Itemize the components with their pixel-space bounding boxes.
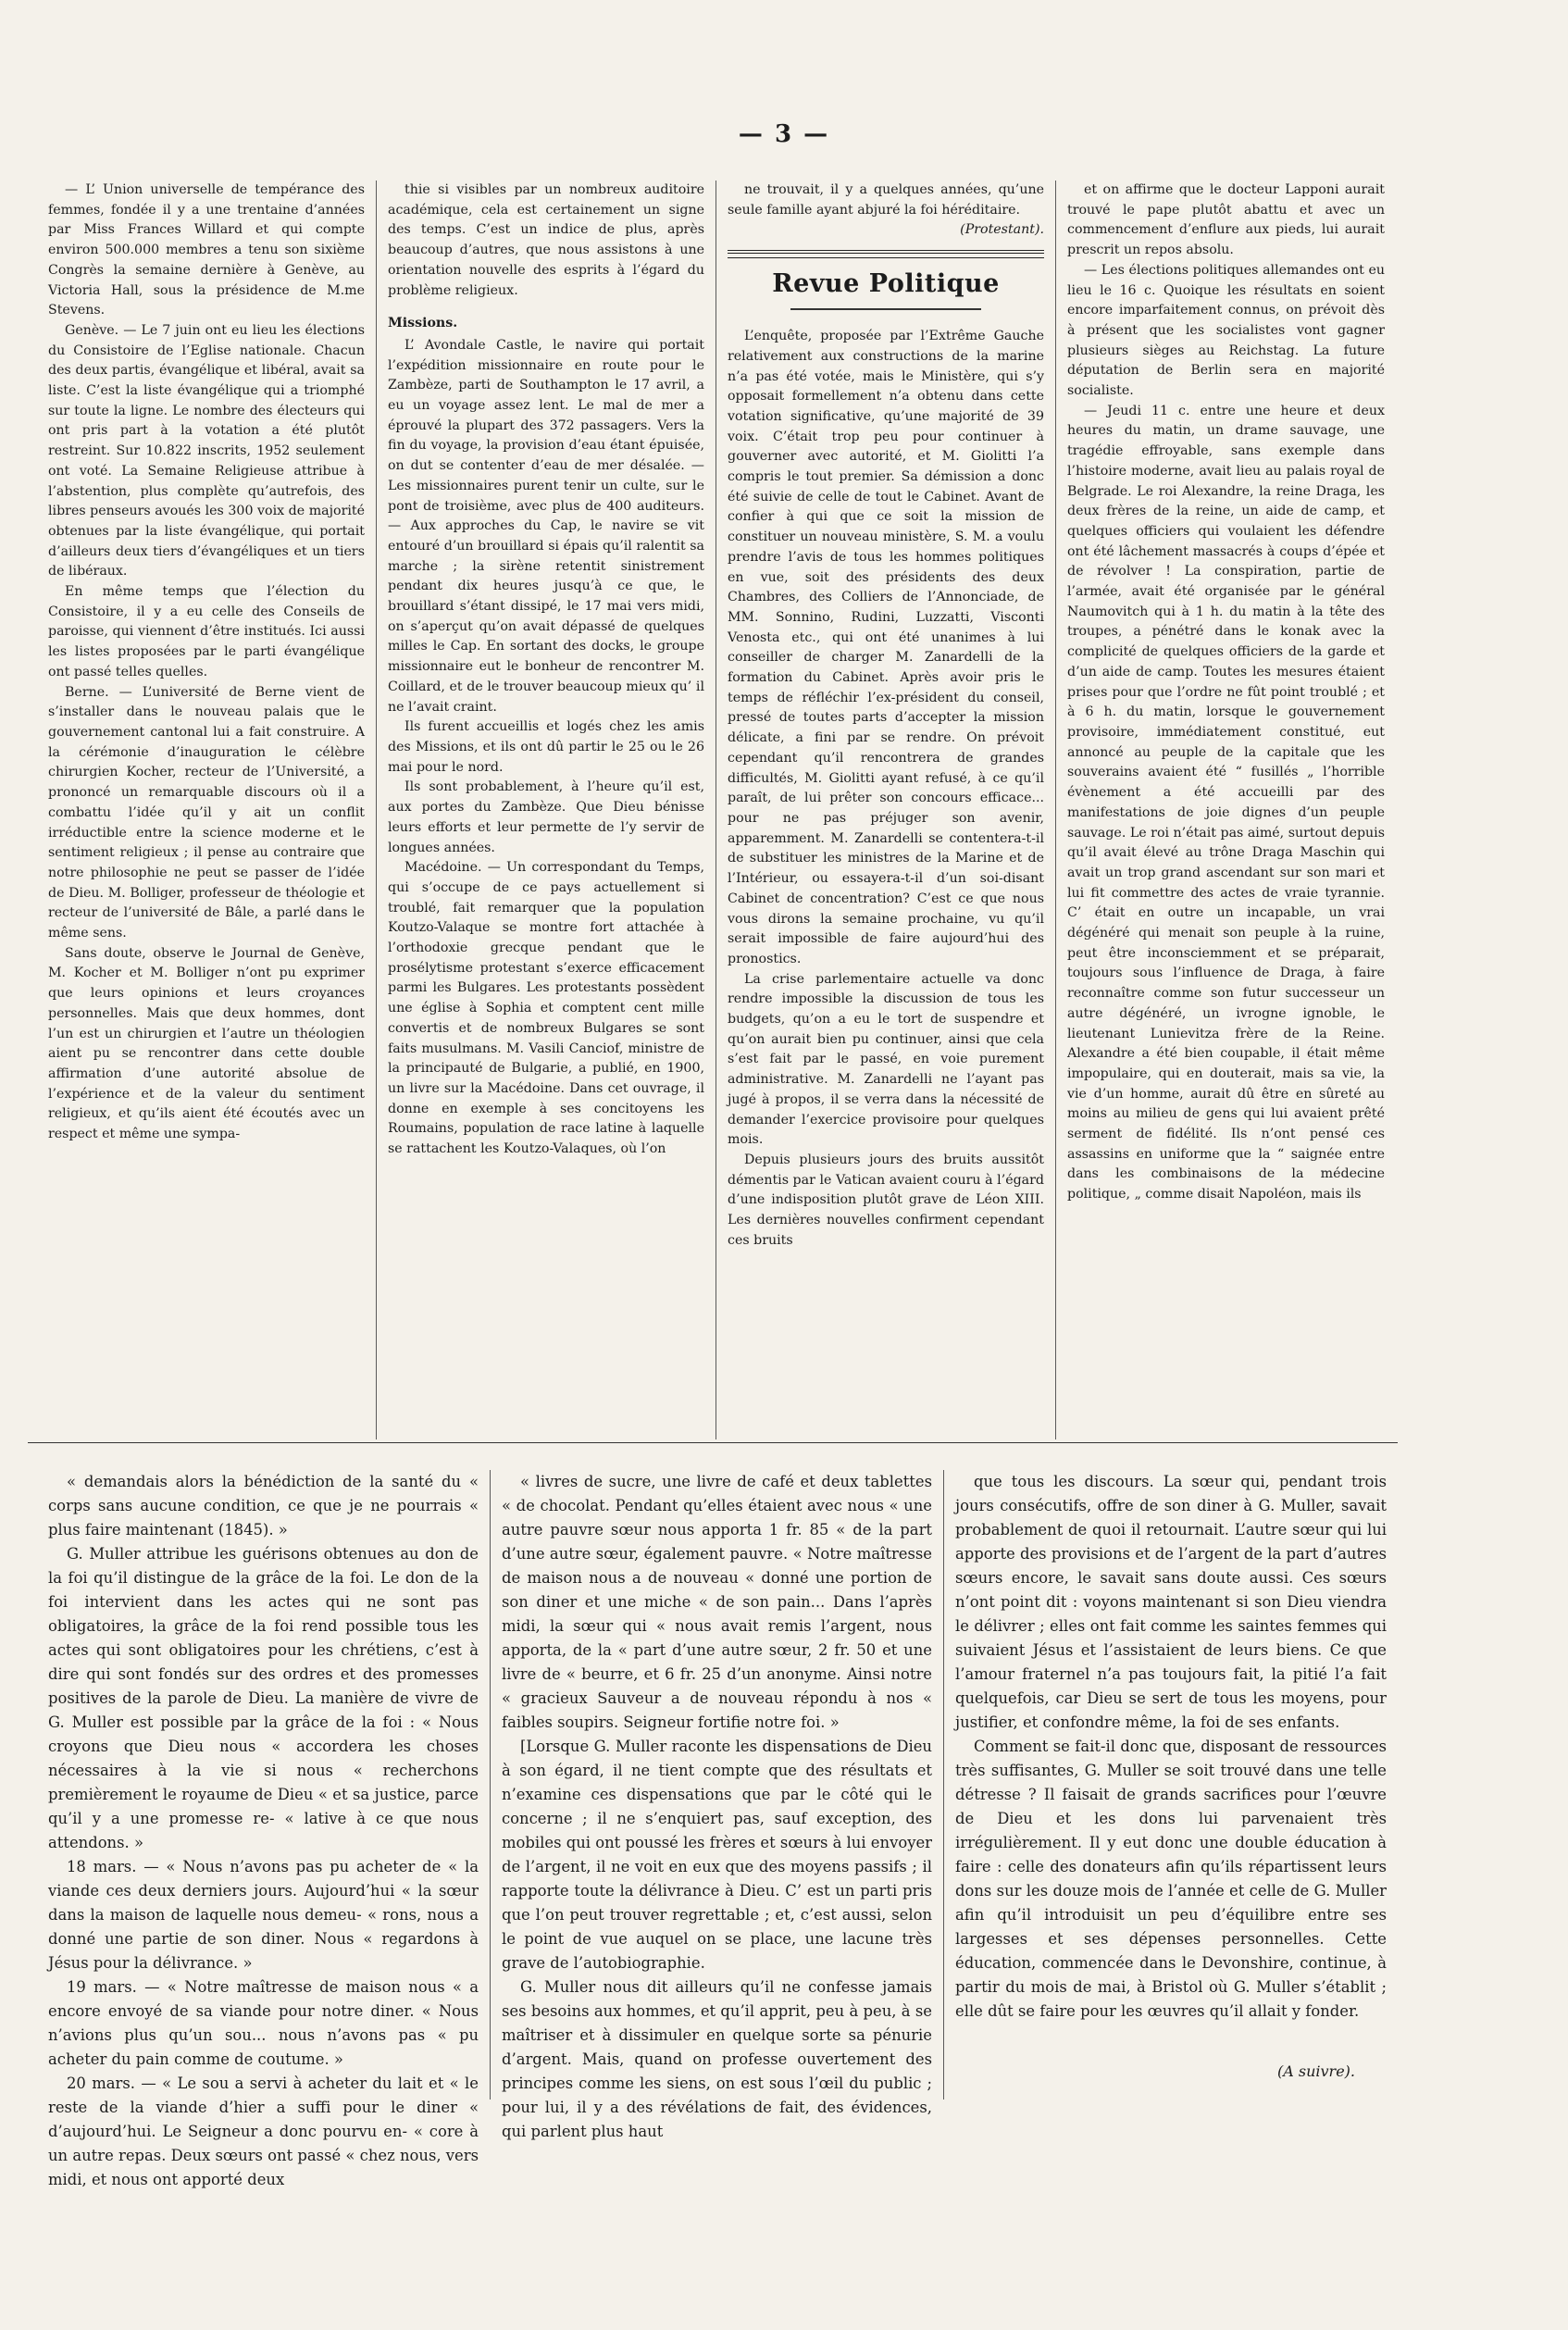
paragraph: — Les élections politiques allemandes ont eu lieu le 16 c. Quoique les résultats en soient encore imparfaitement connus, on prévoit dès à présent que les socialistes vont gagner plusieurs sièges au Reichstag. La future députation de Berlin sera en majorité socialiste.	[1067, 262, 1385, 399]
paragraph: Genève. — Le 7 juin ont eu lieu les élections du Consistoire de l’Eglise nationale. Chacun des deux partis, évangélique et libéral, avait sa liste. C’est la liste évangélique qui a triomphé sur toute la ligne. Le nombre des électeurs qui ont pris part à la votation a été plutôt restreint. Sur 10.822 inscrits, 1952 seulement ont voté. La Semaine Religieuse attribue à l’abstention, plus complète qu’autrefois, des libres penseurs avoués les 300 voix de majorité obtenues par la liste évangélique, qui portait d’ailleurs deux tiers d’évangéliques et un tiers de libéraux.	[48, 322, 365, 579]
paragraph: Macédoine. — Un correspondant du Temps, qui s’occupe de ce pays actuellement si troublé, fait remarquer que la population Koutzo-Valaque se montre fort attachée à l’orthodoxie grecque pendant que le prosélytisme protestant s’exerce efficacement parmi les Bulgares. Les protestants possèdent une église à Sophia et comptent cent mille convertis et de nombreux Bulgares se sont faits musulmans. M. Vasili Canciof, ministre de la principauté de Bulgarie, a publié, en 1900, un livre sur la Macédoine. Dans cet ouvrage, il donne en exemple à ses concitoyens les Roumains, population de race latine à laquelle se rattachent les Koutzo-Valaques, où l’on	[388, 860, 704, 1157]
paragraph: — L’ Union universelle de tempérance des femmes, fondée il y a une trentaine d’années par Miss Frances Willard et qui compte environ 500.000 membres a tenu son sixième Congrès la semaine dernière à Genève, au Victoria Hall, sous la présidence de M.me Stevens.	[48, 182, 365, 318]
paragraph: — Jeudi 11 c. entre une heure et deux heures du matin, un drame sauvage, une tragédie effroyable, sans exemple dans l’histoire moderne, avait lieu au palais royal de Belgrade. Le roi Alexandre, la reine Draga, les deux frères de la reine, un aide de camp, et quelques officiers qui voulaient les défendre ont été lâchement massacrés à coups d’épée et de révolver ! La conspiration, partie de l’armée, avait été organisée par le général Naumovitch qui à 1 h. du matin à la tête des troupes, a pénétré dans le konak avec la complicité de quelques officiers de la garde et d’un aide de camp. Toutes les mesures étaient prises pour que l’ordre ne fût point troublé ; et à 6 h. du matin, lorsque le gouvernement provisoire, immédiatement constitué, eut annoncé au peuple de la capitale que les souverains avaient été “ fusillés „ l’horrible évènement a été accueilli par des manifestations de joie dignes d’un peuple sauvage. Le roi n’était pas aimé, surtout depuis qu’il avait élevé au trône Draga Maschin qui avait un trop grand ascendant sur son mari et lui fit commettre des actes de vraie tyrannie. C’ était en outre un incapable, un vrai dégénéré qui menait son peuple à la ruine, peut être inconsciemment et se préparait, toujours sous l’influence de Draga, à faire reconnaître comme son futur successeur un autre dégénéré, un ivrogne ignoble, le lieutenant Lunievitza frère de la Reine. Alexandre a été bien coupable, il était même impopulaire, qui en douterait, mais sa vie, la vie d’un homme, aurait dû être en sûreté au moins au milieu de gens qui lui avaient prêté serment de fidélité. Ils n’ont pensé ces assassins en uniforme que la “ saignée entre dans les combinaisons de la médecine politique, „ comme disait Napoléon, mais ils	[1067, 403, 1386, 1202]
paragraph: G. Muller nous dit ailleurs qu’il ne confesse jamais ses besoins aux hommes, et qu’il apprit, peu à peu, à se maîtriser et à dissimuler en quelque sorte sa pénurie d’argent. Mais, quand on professe ouvertement des principes comme les siens, on est sous l’œil du public ; pour lui, il y a des révélations de fait, des évidences, qui parlent plus haut	[502, 1978, 932, 2140]
section-rule	[728, 250, 1044, 258]
lower-column-2	[491, 1470, 944, 2140]
paragraph: La crise parlementaire actuelle va donc rendre impossible la discussion de tous les budgets, qu’on a eu le tort de suspendre et qu’on aurait bien pu continuer, ainsi que cela s’est fait par le passé, en voie purement administrative. M. Zanardelli ne l’ayant pas jugé à propos, il se verra dans la nécessité de demander l’exercice provisoire pour quelques mois.	[728, 971, 1044, 1148]
paragraph: Ils sont probablement, à l’heure qu’il est, aux portes du Zambèze. Que Dieu bénisse leurs efforts et leur permette de l’y servir de longues années.	[388, 779, 704, 855]
upper-column-2	[377, 181, 716, 1439]
paragraph: L’ Avondale Castle, le navire qui portait l’expédition missionnaire en route pour le Zambèze, parti de Southampton le 17 avril, a eu un voyage assez lent. Le mal de mer a éprouvé la plupart des 372 passagers. Vers la fin du voyage, la provision d’eau étant épuisée, on dut se contenter d’eau de mer désalée. — Les missionnaires purent tenir un culte, sur le pont de troisième, avec plus de 400 auditeurs. — Aux approches du Cap, le navire se vit entouré d’un brouillard si épais qu’il ralentit sa marche ; la sirène retentit sinistrement pendant dix heures jusqu’à ce que, le brouillard s’étant dissipé, le 17 mai vers midi, on s’aperçut qu’on avait dépassé de quelques milles le Cap. En sortant des docks, le groupe missionnaire eut le bonheur de rencontrer M. Coillard, et de le trouver beaucoup mieux qu’ il ne l’avait craint.	[388, 337, 704, 715]
paragraph: Berne. — L’université de Berne vient de s’installer dans le nouveau palais que le gouvernement cantonal lui a fait construire. A la cérémonie d’inauguration le célèbre chirurgien Kocher, recteur de l’Université, a prononcé un remarquable discours où il a combattu l’idée qu’il y ait un conflit irréductible entre la science moderne et le sentiment religieux ; il pense au contraire que notre philosophie ne peut se passer de l’idée de Dieu. M. Bolliger, professeur de théologie et recteur de l’université de Bâle, a parlé dans le même sens.	[48, 684, 365, 941]
lower-column-1	[37, 1470, 491, 2188]
lower-columns	[37, 1470, 1398, 2188]
to-be-continued: (A suivre).	[1277, 2062, 1355, 2080]
paragraph: ne trouvait, il y a quelques années, qu’une seule famille ayant abjuré la foi héréditaire.	[728, 182, 1044, 218]
title-underline	[790, 308, 980, 310]
paragraph: Comment se fait-il donc que, disposant de ressources très suffisantes, G. Muller se soit trouvé dans une telle détresse ? Il faisait de grands sacrifices pour l’œuvre de Dieu et les dons lui parvenaient très irrégulièrement. Il y eut donc une double éducation à faire : celle des donateurs afin qu’ils répartissent leurs dons sur les douze mois de l’année et celle de G. Muller afin qu’il introduisit un peu d’équilibre entre ses largesses et ses dépenses personnelles. Cette éducation, commencée dans le Devonshire, continue, à partir du mois de mai, à Bristol où G. Muller s’établit ; elle dût se faire pour les œuvres qu’il allait y fonder.	[955, 1738, 1387, 2020]
paragraph: 19 mars. — « Notre maîtresse de maison nous « a encore envoyé de sa viande pour notre diner. « Nous n’avions plus qu’un sou... nous n’avons pas « pu acheter du pain comme de coutume. »	[48, 1978, 479, 2068]
source-signature: (Protestant).	[960, 222, 1044, 238]
paragraph: 20 mars. — « Le sou a servi à acheter du lait et « le reste de la viande d’hier a suffi pour le diner « d’aujourd’hui. Le Seigneur a donc pourvu en- « core à un autre repas. Deux sœurs ont passé « chez nous, vers midi, et nous ont apporté deux	[48, 2075, 479, 2188]
paragraph: et on affirme que le docteur Lapponi aurait trouvé le pape plutôt abattu et avec un commencement d’enflure aux pieds, lui aurait prescrit un repos absolu.	[1067, 182, 1385, 258]
paragraph: 18 mars. — « Nous n’avons pas pu acheter de « la viande ces deux derniers jours. Aujourd’hui « la sœur dans la maison de laquelle nous demeu- « rons, nous a donné une partie de son diner. Nous « regardons à Jésus pour la délivrance. »	[48, 1858, 479, 1972]
page-number: — 3 —	[738, 120, 830, 148]
paragraph: Sans doute, observe le Journal de Genève, M. Kocher et M. Bolliger n’ont pu exprimer que leurs opinions et leurs croyances personnelles. Mais que deux hommes, dont l’un est un chirurgien et l’autre un théologien aient pu se rencontrer dans cette double affirmation d’une autorité absolue de l’expérience et de la valeur du sentiment religieux, et qu’ils aient été écoutés avec un respect et même une sympa-	[48, 945, 365, 1142]
paragraph: « demandais alors la bénédiction de la santé du « corps sans aucune condition, ce que je ne pourrais « plus faire maintenant (1845). »	[48, 1473, 479, 1539]
paragraph: thie si visibles par un nombreux auditoire académique, cela est certainement un signe des temps. C’est un indice de plus, après beaucoup d’autres, que nous assistons à une orientation nouvelle des esprits à l’égard du problème religieux.	[388, 182, 704, 298]
paragraph: G. Muller attribue les guérisons obtenues au don de la foi qu’il distingue de la grâce de la foi. Le don de la foi intervient dans les actes qui ne sont pas obligatoires, la grâce de la foi rend possible tous les actes qui sont obligatoires pour les chrétiens, c’est à dire qui sont fondés sur des ordres et des promesses positives de la parole de Dieu. La manière de vivre de G. Muller est possible par la grâce de la foi : « Nous croyons que Dieu nous « accordera les choses nécessaires à la vie si nous « recherchons premièrement le royaume de Dieu « et sa justice, parce qu’il y a une promesse re- « lative à ce que nous attendons. »	[48, 1545, 479, 1851]
paragraph: Depuis plusieurs jours des bruits aussitôt démentis par le Vatican avaient couru à l’égard d’une indisposition plutôt grave de Léon XIII. Les dernières nouvelles confirment cependant ces bruits	[728, 1152, 1044, 1248]
paragraph: L’enquête, proposée par l’Extrême Gauche relativement aux constructions de la marine n’a pas été votée, mais le Ministère, qui s’y opposait formellement n’a obtenu dans cette votation significative, qu’une majorité de 39 voix. C’était trop peu pour continuer à gouverner avec autorité, et M. Giolitti l’a compris le tout premier. Sa démission a donc été suivie de celle de tout le Cabinet. Avant de confier à qui que ce soit la mission de constituer un nouveau ministère, S. M. a voulu prendre l’avis de tous les hommes politiques en vue, soit des présidents des deux Chambres, des Colliers de l’Annonciade, de MM. Sonnino, Rudini, Luzzatti, Visconti Venosta etc., qui ont été unanimes à lui conseiller de charger M. Zanardelli de la formation du Cabinet. Après avoir pris le temps de réfléchir l’ex-président du conseil, pressé de toutes parts d’accepter la mission délicate, a fini par se rendre. On prévoit cependant qu’il rencontrera de grandes difficultés, M. Giolitti ayant refusé, à ce qu’il paraît, de lui prêter son concours efficace... pour ne pas préjuger son avenir, apparemment. M. Zanardelli se contentera-t-il de substituer les ministres de la Marine et de l’Intérieur, ou essayera-t-il d’un soi-disant Cabinet de concentration? C’est ce que nous vous dirons la semaine prochaine, vu qu’il serait impossible de faire aujourd’hui des pronostics.	[728, 329, 1044, 966]
upper-column-3	[716, 181, 1056, 1439]
upper-column-4	[1056, 181, 1396, 1439]
revue-politique-title: Revue Politique	[772, 269, 1000, 299]
paragraph: [Lorsque G. Muller raconte les dispensations de Dieu à son égard, il ne tient compte que des résultats et n’examine ces dispensations que par le côté qui le concerne ; il ne s’enquiert pas, sauf exception, des mobiles qui ont poussé les frères et sœurs à lui envoyer de l’argent, il ne voit en eux que des moyens passifs ; il rapporte toute la délivrance à Dieu. C’ est un parti pris que l’on peut trouver regrettable ; et, c’est aussi, selon le point de vue auquel on se place, une lacune très grave de l’autobiographie.	[502, 1738, 932, 1972]
section-heading-missions: Missions.	[388, 316, 458, 331]
paragraph: En même temps que l’élection du Consistoire, il y a eu celle des Conseils de paroisse, qui viennent d’être institués. Ici aussi les listes proposées par le parti évangélique ont passé telles quelles.	[48, 584, 365, 679]
upper-columns	[37, 181, 1398, 1439]
horizontal-divider	[28, 1442, 1398, 1443]
upper-column-1	[37, 181, 377, 1439]
paragraph: « livres de sucre, une livre de café et deux tablettes « de chocolat. Pendant qu’elles étaient avec nous « une autre pauvre sœur nous apporta 1 fr. 85 « de la part d’une autre sœur, également pauvre. « Notre maîtresse de maison nous a de nouveau « donné une portion de son diner et une miche « de son pain... Dans l’après midi, la sœur qui « nous avait remis l’argent, nous apporta, de la « part d’une autre sœur, 2 fr. 50 et une livre de « beurre, et 6 fr. 25 d’un anonyme. Ainsi notre « gracieux Sauveur a de nouveau répondu à nos « faibles soupirs. Seigneur fortifie notre foi. »	[502, 1473, 932, 1731]
paragraph: que tous les discours. La sœur qui, pendant trois jours consécutifs, offre de son diner à G. Muller, savait probablement de quoi il retournait. L’autre sœur qui lui apporte des provisions et de l’argent de la part d’autres sœurs encore, le savait sans doute aussi. Ces sœurs n’ont point dit : voyons maintenant si son Dieu viendra le délivrer ; elles ont fait comme les saintes femmes qui suivaient Jésus et l’assistaient de leurs biens. Ce que l’amour fraternel n’a pas toujours fait, la pitié l’a fait quelquefois, car Dieu se sert de tous les moyens, pour justifier, et confondre même, la foi de ses enfants.	[955, 1473, 1387, 1731]
lower-column-3	[944, 1470, 1398, 2099]
paragraph: Ils furent accueillis et logés chez les amis des Missions, et ils ont dû partir le 25 ou le 26 mai pour le nord.	[388, 719, 704, 775]
